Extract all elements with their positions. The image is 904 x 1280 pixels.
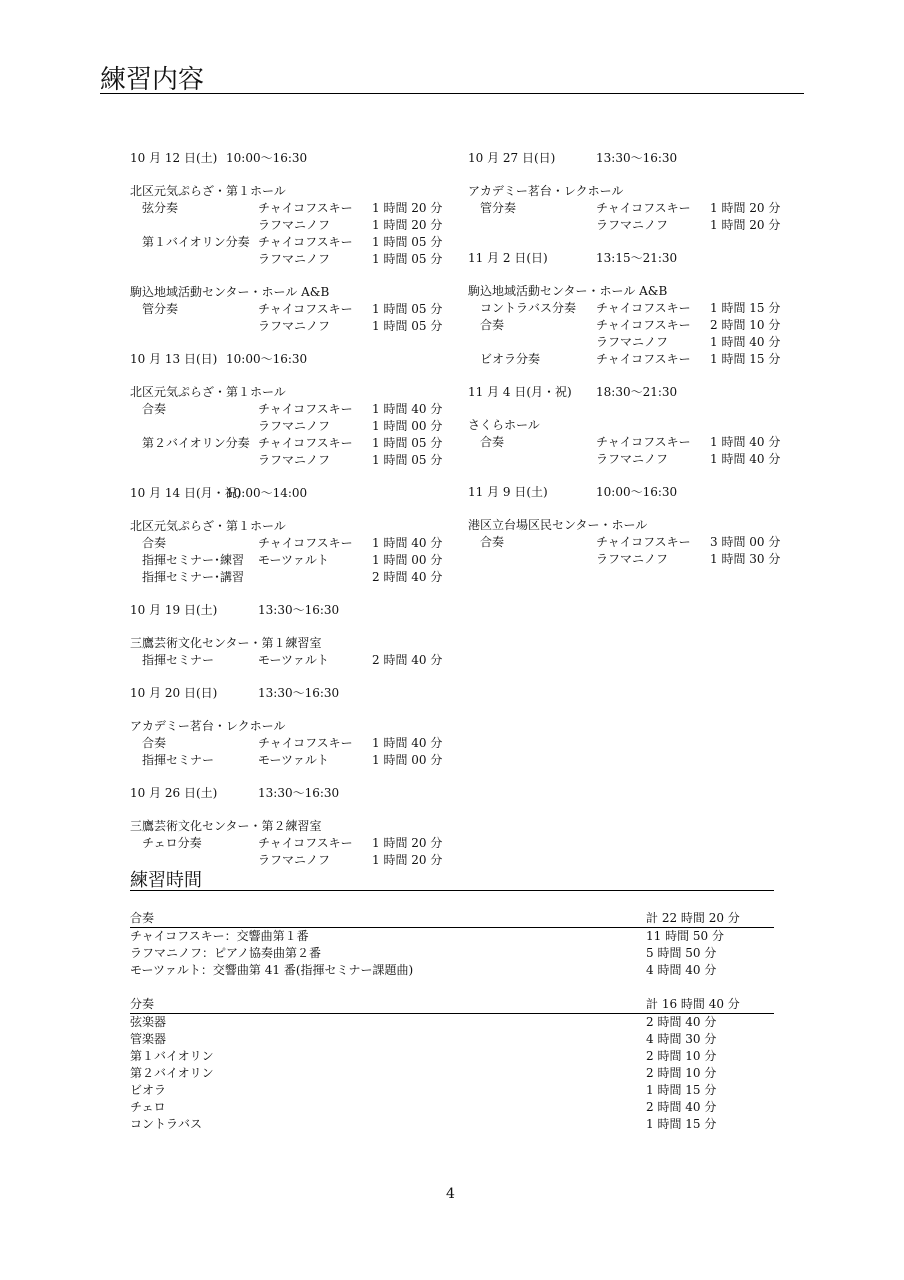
- day-gap: [468, 468, 788, 484]
- summary-item: 第１バイオリン: [130, 1049, 214, 1063]
- session-piece: チャイコフスキー: [596, 318, 691, 332]
- session-piece: ラフマニノフ: [596, 552, 669, 566]
- session-part: 合奏: [142, 402, 167, 416]
- session-row: [130, 401, 450, 418]
- session-duration: 1 時間 20 分: [372, 201, 443, 215]
- session-piece: ラフマニノフ: [258, 853, 331, 867]
- venue-name: 駒込地域活動センター・ホール A&B: [468, 284, 668, 298]
- session-piece: ラフマニノフ: [258, 218, 331, 232]
- session-row: [468, 451, 788, 468]
- session-row: [468, 217, 788, 234]
- session-piece: ラフマニノフ: [596, 452, 669, 466]
- session-row: [468, 334, 788, 351]
- session-part: 指揮セミナー･練習: [142, 553, 245, 567]
- ensemble-summary: [130, 910, 774, 979]
- summary-item: チャイコフスキー：交響曲第１番: [130, 929, 309, 943]
- session-piece: チャイコフスキー: [258, 402, 353, 416]
- day-gap: [468, 368, 788, 384]
- session-part: 管分奏: [480, 201, 517, 215]
- session-duration: 1 時間 20 分: [710, 201, 781, 215]
- session-piece: ラフマニノフ: [258, 319, 331, 333]
- schedule-date-line: [130, 602, 450, 619]
- schedule-date-line: [130, 485, 450, 502]
- session-row: [468, 534, 788, 551]
- session-part: 合奏: [142, 736, 167, 750]
- summary-item: チェロ: [130, 1100, 166, 1114]
- session-part: 合奏: [480, 318, 505, 332]
- venue-name: 駒込地域活動センター・ホール A&B: [130, 285, 330, 299]
- venue-name: アカデミー茗台・レクホール: [468, 184, 624, 198]
- schedule-date: 10 月 14 日(月・祝): [130, 486, 242, 500]
- session-piece: ラフマニノフ: [258, 419, 331, 433]
- session-duration: 1 時間 00 分: [372, 753, 443, 767]
- schedule-date: 10 月 27 日(日): [468, 151, 556, 165]
- session-duration: 1 時間 05 分: [372, 252, 443, 266]
- session-duration: 1 時間 05 分: [372, 319, 443, 333]
- sectional-summary: [130, 996, 774, 1133]
- session-row: [130, 852, 450, 869]
- schedule-date-line: [130, 785, 450, 802]
- schedule-date-line: [130, 150, 450, 167]
- session-row: [130, 251, 450, 268]
- summary-time: 1 時間 15 分: [646, 1083, 717, 1097]
- session-piece: チャイコフスキー: [258, 836, 353, 850]
- summary-item: 弦楽器: [130, 1015, 167, 1029]
- summary-time: 2 時間 40 分: [646, 1015, 717, 1029]
- session-duration: 1 時間 05 分: [372, 436, 443, 450]
- session-duration: 1 時間 20 分: [372, 836, 443, 850]
- schedule-date-line: [468, 250, 788, 267]
- summary-time: 4 時間 30 分: [646, 1032, 717, 1046]
- sectional-total: 計 16 時間 40 分: [646, 997, 740, 1011]
- session-duration: 1 時間 15 分: [710, 301, 781, 315]
- session-row: [468, 434, 788, 451]
- session-duration: 1 時間 20 分: [710, 218, 781, 232]
- session-piece: ラフマニノフ: [596, 218, 669, 232]
- session-duration: 1 時間 05 分: [372, 453, 443, 467]
- session-piece: チャイコフスキー: [596, 535, 691, 549]
- session-part: チェロ分奏: [142, 836, 202, 850]
- session-duration: 1 時間 05 分: [372, 235, 443, 249]
- session-part: 第１バイオリン分奏: [142, 235, 250, 249]
- session-part: 管分奏: [142, 302, 179, 316]
- summary-row: [130, 945, 774, 962]
- schedule-time: 13:30〜16:30: [258, 786, 340, 800]
- venue-name: 北区元気ぷらざ・第１ホール: [130, 385, 286, 399]
- session-duration: 1 時間 20 分: [372, 218, 443, 232]
- session-duration: 1 時間 40 分: [710, 335, 781, 349]
- day-gap: [130, 669, 450, 685]
- session-row: [130, 552, 450, 569]
- session-row: [130, 435, 450, 452]
- summary-row: [130, 1065, 774, 1082]
- schedule-time: 10:00〜14:00: [226, 486, 308, 500]
- session-piece: チャイコフスキー: [596, 301, 691, 315]
- schedule-date: 10 月 19 日(土): [130, 603, 218, 617]
- session-duration: 1 時間 20 分: [372, 853, 443, 867]
- summary-time: 2 時間 10 分: [646, 1049, 717, 1063]
- session-piece: チャイコフスキー: [258, 436, 353, 450]
- schedule-time: 10:00〜16:30: [596, 485, 678, 499]
- session-piece: モーツァルト: [258, 653, 329, 667]
- session-part: 合奏: [142, 536, 167, 550]
- session-duration: 1 時間 40 分: [710, 435, 781, 449]
- session-row: [130, 301, 450, 318]
- summary-time: 11 時間 50 分: [646, 929, 724, 943]
- schedule-date: 11 月 4 日(月・祝): [468, 385, 572, 399]
- session-part: 指揮セミナー: [142, 653, 215, 667]
- ensemble-label: 合奏: [130, 911, 155, 925]
- session-duration: 1 時間 15 分: [710, 352, 781, 366]
- session-piece: チャイコフスキー: [258, 736, 353, 750]
- schedule-time: 13:15〜21:30: [596, 251, 678, 265]
- session-duration: 1 時間 00 分: [372, 553, 443, 567]
- sectional-label: 分奏: [130, 997, 155, 1011]
- session-row: [468, 300, 788, 317]
- schedule-time: 13:30〜16:30: [596, 151, 678, 165]
- summary-row: [130, 1048, 774, 1065]
- session-piece: チャイコフスキー: [596, 201, 691, 215]
- page-title: 練習内容: [100, 65, 205, 95]
- session-piece: チャイコフスキー: [596, 352, 691, 366]
- session-duration: 2 時間 40 分: [372, 653, 443, 667]
- schedule-time: 18:30〜21:30: [596, 385, 678, 399]
- venue-name: 港区立台場区民センター・ホール: [468, 518, 648, 532]
- summary-item: 管楽器: [130, 1032, 167, 1046]
- schedule-date-line: [468, 150, 788, 167]
- session-duration: 1 時間 00 分: [372, 419, 443, 433]
- summary-row: [130, 962, 774, 979]
- summary-rule: [130, 890, 774, 891]
- session-row: [468, 200, 788, 217]
- page-number: 4: [446, 1186, 455, 1202]
- ensemble-header: [130, 910, 774, 928]
- summary-time: 2 時間 40 分: [646, 1100, 717, 1114]
- session-row: [130, 752, 450, 769]
- session-row: [468, 551, 788, 568]
- session-duration: 1 時間 30 分: [710, 552, 781, 566]
- summary-item: モーツァルト：交響曲第 41 番(指揮セミナー課題曲): [130, 963, 414, 977]
- session-piece: チャイコフスキー: [258, 235, 353, 249]
- day-gap: [130, 335, 450, 351]
- schedule-date: 11 月 9 日(土): [468, 485, 548, 499]
- session-row: [130, 652, 450, 669]
- schedule-date-line: [468, 484, 788, 501]
- sectional-header: [130, 996, 774, 1014]
- schedule-time: 13:30〜16:30: [258, 603, 340, 617]
- schedule-date-line: [130, 351, 450, 368]
- session-duration: 1 時間 05 分: [372, 302, 443, 316]
- venue-name: 北区元気ぷらざ・第１ホール: [130, 184, 286, 198]
- session-row: [130, 318, 450, 335]
- schedule-time: 10:00〜16:30: [226, 151, 308, 165]
- day-gap: [130, 469, 450, 485]
- schedule-date: 10 月 20 日(日): [130, 686, 218, 700]
- session-row: [130, 535, 450, 552]
- session-part: 弦分奏: [142, 201, 179, 215]
- session-piece: ラフマニノフ: [596, 335, 669, 349]
- session-duration: 1 時間 40 分: [710, 452, 781, 466]
- session-piece: チャイコフスキー: [258, 536, 353, 550]
- summary-item: ビオラ: [130, 1083, 167, 1097]
- session-part: 指揮セミナー: [142, 753, 215, 767]
- session-piece: ラフマニノフ: [258, 252, 331, 266]
- summary-item: コントラバス: [130, 1117, 203, 1131]
- session-part: 合奏: [480, 435, 505, 449]
- schedule-date: 10 月 13 日(日): [130, 352, 218, 366]
- session-duration: 2 時間 40 分: [372, 570, 443, 584]
- session-part: 指揮セミナー･講習: [142, 570, 245, 584]
- session-row: [130, 735, 450, 752]
- summary-row: [130, 1099, 774, 1116]
- session-duration: 1 時間 40 分: [372, 736, 443, 750]
- schedule-right-column: [468, 150, 788, 568]
- session-piece: チャイコフスキー: [596, 435, 691, 449]
- session-row: [130, 452, 450, 469]
- summary-row: [130, 1082, 774, 1099]
- summary-time: 4 時間 40 分: [646, 963, 717, 977]
- schedule-left-column: [130, 150, 450, 869]
- summary-row: [130, 1014, 774, 1031]
- summary-time: 2 時間 10 分: [646, 1066, 717, 1080]
- session-part: 第２バイオリン分奏: [142, 436, 250, 450]
- schedule-date-line: [130, 685, 450, 702]
- summary-time: 1 時間 15 分: [646, 1117, 717, 1131]
- session-row: [130, 234, 450, 251]
- venue-name: 北区元気ぷらざ・第１ホール: [130, 519, 286, 533]
- session-row: [130, 418, 450, 435]
- venue-name: さくらホール: [468, 418, 540, 432]
- session-piece: ラフマニノフ: [258, 453, 331, 467]
- session-piece: モーツァルト: [258, 553, 329, 567]
- summary-row: [130, 1031, 774, 1048]
- day-gap: [130, 586, 450, 602]
- summary-row: [130, 1116, 774, 1133]
- session-row: [130, 569, 450, 586]
- schedule-time: 13:30〜16:30: [258, 686, 340, 700]
- session-row: [468, 351, 788, 368]
- schedule-date: 10 月 26 日(土): [130, 786, 218, 800]
- session-part: コントラバス分奏: [480, 301, 577, 315]
- session-row: [130, 217, 450, 234]
- ensemble-total: 計 22 時間 20 分: [646, 911, 740, 925]
- session-duration: 3 時間 00 分: [710, 535, 781, 549]
- session-duration: 1 時間 40 分: [372, 402, 443, 416]
- venue-name: アカデミー茗台・レクホール: [130, 719, 286, 733]
- summary-item: 第２バイオリン: [130, 1066, 214, 1080]
- schedule-time: 10:00〜16:30: [226, 352, 308, 366]
- venue-name: 三鷹芸術文化センター・第２練習室: [130, 819, 322, 833]
- schedule-date: 10 月 12 日(土): [130, 151, 218, 165]
- summary-item: ラフマニノフ：ピアノ協奏曲第２番: [130, 946, 322, 960]
- session-row: [130, 200, 450, 217]
- summary-time: 5 時間 50 分: [646, 946, 717, 960]
- session-piece: チャイコフスキー: [258, 201, 353, 215]
- summary-row: [130, 928, 774, 945]
- day-gap: [130, 769, 450, 785]
- session-row: [468, 317, 788, 334]
- schedule-date-line: [468, 384, 788, 401]
- title-rule: [100, 93, 804, 94]
- session-row: [130, 835, 450, 852]
- schedule-date: 11 月 2 日(日): [468, 251, 548, 265]
- session-piece: チャイコフスキー: [258, 302, 353, 316]
- session-part: 合奏: [480, 535, 505, 549]
- session-duration: 2 時間 10 分: [710, 318, 781, 332]
- session-duration: 1 時間 40 分: [372, 536, 443, 550]
- session-part: ビオラ分奏: [480, 352, 541, 366]
- summary-title: 練習時間: [130, 870, 202, 891]
- venue-name: 三鷹芸術文化センター・第１練習室: [130, 636, 322, 650]
- day-gap: [468, 234, 788, 250]
- session-piece: モーツァルト: [258, 753, 329, 767]
